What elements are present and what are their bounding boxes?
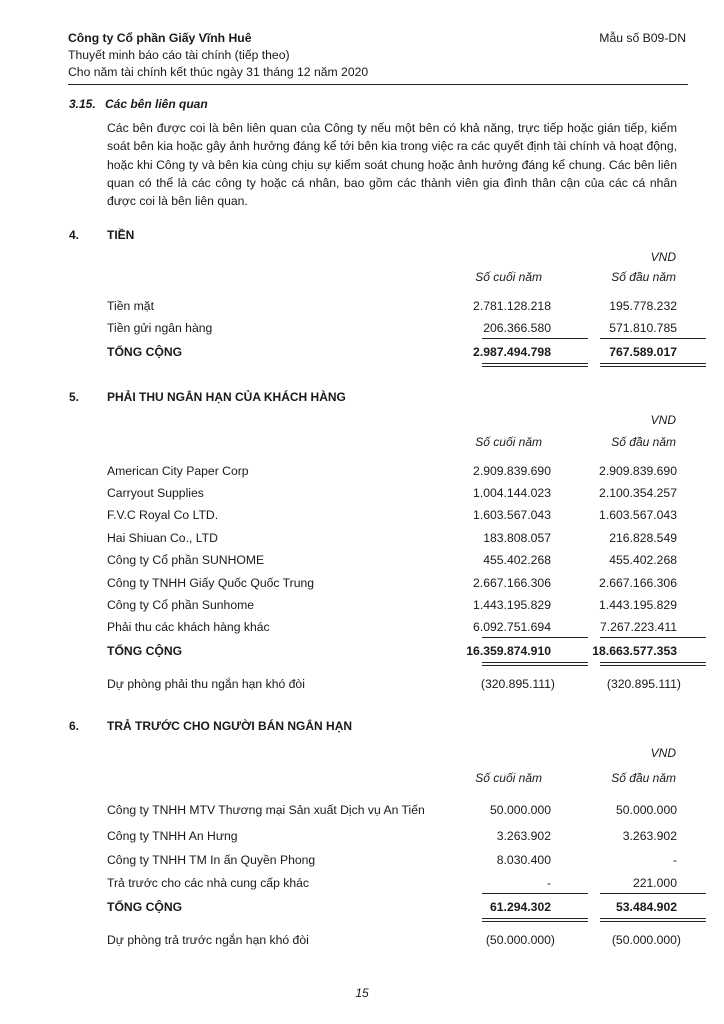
row-closing: 50.000.000 [490,803,551,817]
table-row [107,576,677,594]
row-closing: 1.443.195.829 [473,598,551,612]
row-label: Hai Shiuan Co., LTD [107,531,218,545]
row-opening: 1.443.195.829 [599,598,677,612]
subtotal-rule [600,338,706,339]
row-closing: 6.092.751.694 [473,620,551,634]
row-opening: 1.603.567.043 [599,508,677,522]
table-row [107,464,677,482]
section-title [69,719,689,735]
section-title [69,228,689,244]
section-title-text: TIỀN [107,228,135,242]
table-row [107,803,677,821]
column-header-closing: Số cuối năm [475,270,542,284]
company-name: Công ty Cổ phần Giấy Vĩnh Huê [68,31,252,45]
table-row [107,321,677,339]
row-opening: 195.778.232 [609,299,677,313]
form-number: Mẫu số B09-DN [599,31,686,45]
section-title [69,390,689,406]
row-opening: 3.263.902 [622,829,677,843]
table-row [107,299,677,317]
provision-closing: (320.895.111) [480,677,555,691]
table-row [107,553,677,571]
total-opening: 767.589.017 [609,345,677,359]
total-double-rule [482,918,588,922]
column-header-opening: Số đầu năm [611,435,676,449]
table-row [107,620,677,638]
currency-label: VND [650,250,676,264]
total-double-rule [600,363,706,367]
section-receivables [69,390,689,700]
provision-opening: (320.895.111) [606,677,681,691]
row-label: F.V.C Royal Co LTD. [107,508,219,522]
row-label: Công ty TNHH Giấy Quốc Quốc Trung [107,576,315,590]
row-label: Công ty Cổ phần Sunhome [107,598,255,612]
provision-row [107,933,681,951]
subtotal-rule [482,637,588,638]
column-header-opening: Số đầu năm [611,270,676,284]
table-row [107,876,677,894]
provision-row [107,677,681,695]
section-related-parties [69,97,689,210]
row-closing: 1.603.567.043 [473,508,551,522]
total-row [107,345,677,363]
row-label: Công ty Cổ phần SUNHOME [107,553,265,567]
row-label: Công ty TNHH TM In ấn Quyền Phong [107,853,316,867]
row-closing: 8.030.400 [496,853,551,867]
table-row [107,829,677,847]
column-header-opening: Số đầu năm [611,771,676,785]
row-opening: 571.810.785 [609,321,677,335]
section-number: 5. [69,390,80,404]
row-opening: 455.402.268 [609,553,677,567]
total-double-rule [600,662,706,666]
column-header-closing: Số cuối năm [475,771,542,785]
table-row [107,598,677,616]
row-label: Công ty TNHH MTV Thương mại Sản xuất Dịch vụ An Tiến [107,803,425,817]
row-opening: 50.000.000 [616,803,677,817]
table-row [107,486,677,504]
total-label: TỔNG CỘNG [107,345,183,359]
total-closing: 61.294.302 [490,900,551,914]
total-opening: 53.484.902 [616,900,677,914]
section-title-text: PHẢI THU NGẮN HẠN CỦA KHÁCH HÀNG [107,390,346,404]
row-label: Carryout Supplies [107,486,204,500]
report-period: Cho năm tài chính kết thúc ngày 31 tháng 12 năm 2020 [68,65,369,79]
total-double-rule [482,363,588,367]
subtotal-rule [600,893,706,894]
page-number: 15 [355,986,369,1000]
row-opening: 2.909.839.690 [599,464,677,478]
subtotal-rule [600,637,706,638]
table-row [107,531,677,549]
total-closing: 2.987.494.798 [473,345,551,359]
currency-label: VND [650,413,676,427]
row-opening: - [672,853,677,867]
total-double-rule [600,918,706,922]
provision-closing: (50.000.000) [485,933,555,947]
row-label: Công ty TNHH An Hưng [107,829,238,843]
section-number: 4. [69,228,80,242]
row-closing: 206.366.580 [483,321,551,335]
row-closing: 3.263.902 [496,829,551,843]
row-opening: 2.667.166.306 [599,576,677,590]
row-opening: 216.828.549 [609,531,677,545]
total-double-rule [482,662,588,666]
section-number: 6. [69,719,80,733]
total-label: TỔNG CỘNG [107,644,183,658]
row-label: Trả trước cho các nhà cung cấp khác [107,876,309,890]
section-cash [69,228,689,378]
row-opening: 221.000 [632,876,677,890]
subtotal-rule [482,338,588,339]
row-closing: 455.402.268 [483,553,551,567]
total-label: TỔNG CỘNG [107,900,183,914]
page-header [68,30,688,85]
column-header-closing: Số cuối năm [475,435,542,449]
row-label: Phải thu các khách hàng khác [107,620,270,634]
row-opening: 2.100.354.257 [599,486,677,500]
row-closing: - [546,876,551,890]
total-closing: 16.359.874.910 [466,644,551,658]
row-closing: 2.667.166.306 [473,576,551,590]
row-label: Tiền mặt [107,299,154,313]
section-paragraph: Các bên được coi là bên liên quan của Công ty nếu một bên có khả năng, trực tiếp hoặc gián tiếp, kiểm soát bên kia hoặc gây ảnh hưởng đáng kể tới bên kia trong việc ra các quyết định tài chính và hoạt động, hoặc khi Công ty và bên kia cùng chịu sự kiểm soát chung hoặc ảnh hưởng đáng kể chung. Các bên liên quan có thể là các công ty hoặc cá nhân, bao gồm các thành viên gia đình thân cận của các cá nhân được coi là bên liên quan. [107,121,677,209]
row-closing: 2.781.128.218 [473,299,551,313]
currency-label: VND [650,746,676,760]
provision-label: Dự phòng trả trước ngắn hạn khó đòi [107,933,309,947]
section-title [69,97,689,111]
row-closing: 183.808.057 [483,531,551,545]
total-opening: 18.663.577.353 [592,644,677,658]
section-title-text: TRẢ TRƯỚC CHO NGƯỜI BÁN NGẮN HẠN [107,719,353,733]
row-label: American City Paper Corp [107,464,249,478]
row-opening: 7.267.223.411 [599,620,677,634]
section-prepayments [69,719,689,959]
section-number: 3.15. [69,97,96,111]
report-subtitle: Thuyết minh báo cáo tài chính (tiếp theo) [68,48,290,62]
table-row [107,508,677,526]
row-closing: 1.004.144.023 [473,486,551,500]
provision-label: Dự phòng phải thu ngắn hạn khó đòi [107,677,305,691]
section-title-text: Các bên liên quan [105,97,208,111]
row-label: Tiền gửi ngân hàng [107,321,213,335]
provision-opening: (50.000.000) [611,933,681,947]
subtotal-rule [482,893,588,894]
table-row [107,853,677,871]
total-row [107,900,677,918]
total-row [107,644,677,662]
row-closing: 2.909.839.690 [473,464,551,478]
